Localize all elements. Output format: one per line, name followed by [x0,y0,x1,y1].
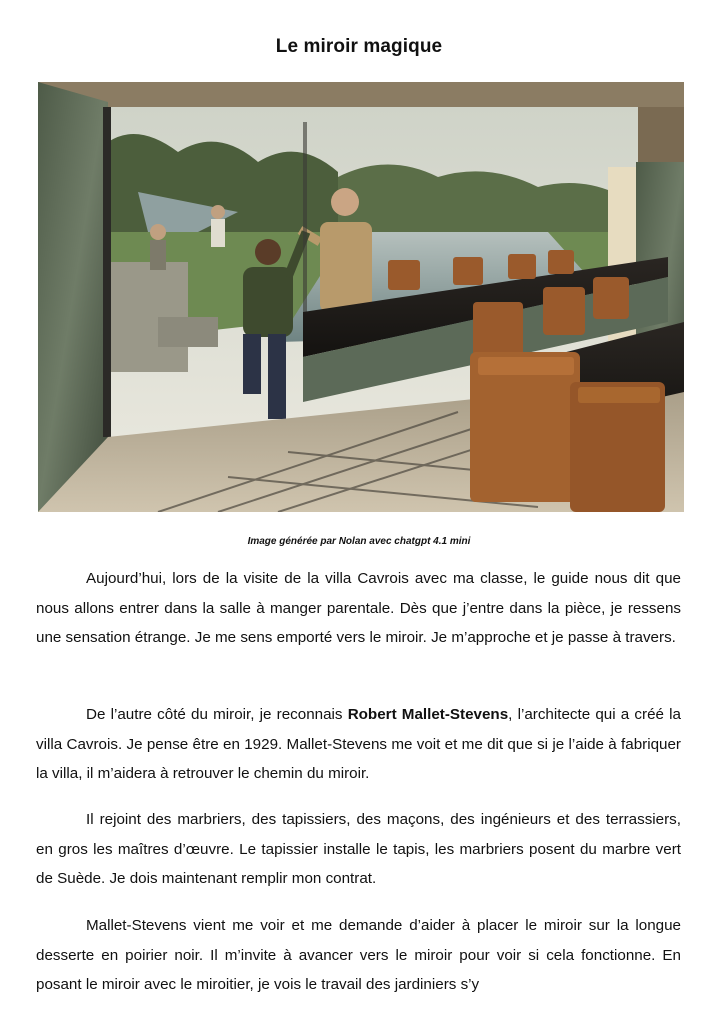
paragraph-4: Mallet-Stevens vient me voir et me demande d’aider à placer le miroir sur la longue desserte en poirier noir. Il m’invite à avancer vers le miroir pour voir si cela fonctionne. En posant le miroir avec le miroitier, je vois le travail des jardiniers s’y [36,917,681,994]
image-caption: Image générée par Nolan avec chatgpt 4.1 mini [247,536,471,547]
illustration-image [38,82,684,512]
paragraph-2-start: De l’autre côté du miroir, je reconnais [86,706,348,723]
architect-name: Robert Mallet-Stevens [347,706,509,723]
paragraph-3: Il rejoint des marbriers, des tapissiers, des maçons, des ingénieurs et des terrassiers, en gros les maîtres d’œuvre. Le tapissier installe le tapis, les marbriers posent du marbre vert de Suède. Je dois maintenant remplir mon contrat. [36,811,681,888]
page-title: Le miroir magique [275,36,443,57]
paragraph-2 [36,700,681,789]
paragraph-1: Aujourd’hui, lors de la visite de la villa Cavrois avec ma classe, le guide nous dit que nous allons entrer dans la salle à manger parentale. Dès que j’entre dans la pièce, je ressens une sensation étrange. Je me sens emporté vers le miroir. Je m’approche et je passe à travers. [36,570,681,647]
paragraph-2-end: , l’architecte qui a créé la villa Cavrois. Je pense être en 1929. Mallet-Stevens me voit et me dit que si je l’aide à fabriquer la villa, il m’aidera à retrouver le chemin du miroir. [36,706,681,783]
